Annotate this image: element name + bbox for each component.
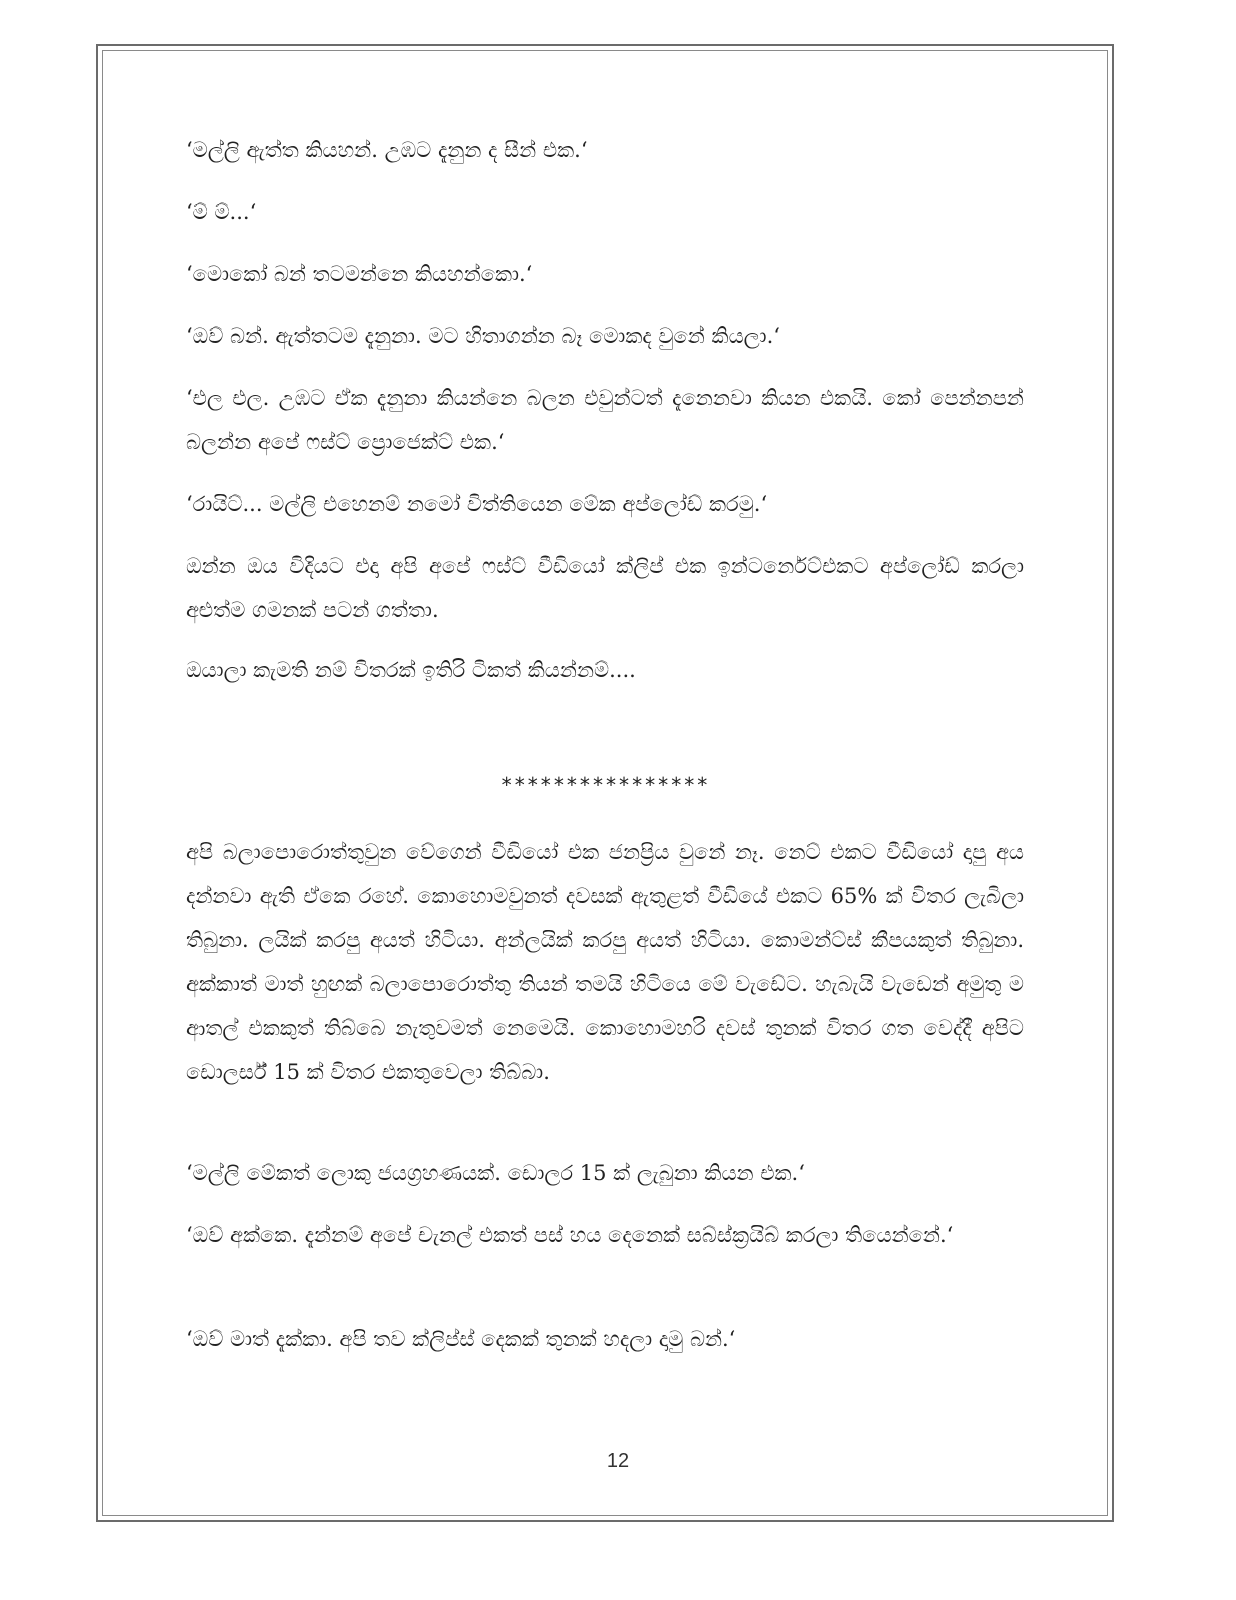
paragraph-7: ඔන්න ඔය විදියට එදා අපි අපේ ෆස්ට් වීඩියෝ ක්ලිප් එක ඉන්ටර්නෙට්එකට අප්ලෝඩ් කරලා අළුත්ම ගමනක් පටන් ගත්තා. [186,554,1024,622]
paragraph-5: ‘එල එල. උඹට ඒක දැනුනා කියන්නෙ බලන එවුන්ටත් දැනෙනවා කියන එකයි. කෝ පෙන්නපන් බලන්න අපේ ෆස්ට් ප්‍රොජෙක්ට් එක.‘ [186,386,1024,454]
paragraph-11: ‘ඔව් අක්කෙ. දැන්නම් අපේ චැනල් එකත් පස් හය දෙනෙක් සබ්ස්ක්‍රයිබ් කරලා තියෙන්නේ.‘ [186,1223,954,1247]
paragraph-6: ‘රායිට්... මල්ලි එහෙනම් නමෝ විත්තියෙන මේක අප්ලෝඩ් කරමු.‘ [186,492,768,516]
paragraph-8: ඔයාලා කැමති නම් විතරක් ඉතිරි ටිකත් කියන්නම්.... [186,658,636,682]
paragraph-3: ‘මොකෝ බන් තටමන්නෙ කියහන්කො.‘ [186,262,533,286]
page-number: 12 [606,1450,630,1472]
paragraph-9: අපි බලාපොරොත්තුවුන වේගෙන් වීඩියෝ එක ජනප්‍රිය වුනේ නෑ. නෙට් එකට වීඩියෝ දාපු අය දන්නවා ඇති ඒකෙ රහේ. කොහොමවුනත් දවසක් ඇතුළත් වීඩියේ එකට 65% ක් විතර ලැබිලා තිබුනා. ලයික් කරපු අයත් හිටියා. අන්ලයික් කරපු අයත් හිටියා. කොමන්ට්ස් කීපයකුත් තිබුනා. අක්කාත් මාත් හුඟක් බලාපොරොත්තු තියන් තමයි හිටියෙ මේ වැඩේට. හැබැයි වැඩෙන් අමුතු ම ආතල් එකකුත් තිබ්බෙ නැතුවමත් නෙමෙයි. කොහොමහරි දවස් තුනක් විතර ගත වෙද්දී අපිට ඩොලර්ස් 15 ක් විතර එකතුවෙලා තිබ්බා. [186,840,1024,1084]
section-separator: **************** [500,773,710,797]
paragraph-2: ‘ම් ම්...‘ [186,200,257,224]
paragraph-1: ‘මල්ලි ඇත්ත කියහන්. උඹට දැනුන ද සීන් එක.‘ [186,138,588,162]
paragraph-4: ‘ඔව් බන්. ඇත්තටම දැනුනා. මට හිතාගන්න බෑ මොකද වුනේ කියලා.‘ [186,324,780,348]
paragraph-12: ‘ඔව් මාත් දැක්කා. අපි තව ක්ලිප්ස් දෙකක් තුනක් හදලා දාමු බන්.‘ [186,1327,736,1351]
paragraph-10: ‘මල්ලි මේකත් ලොකු ජයග්‍රහණයක්. ඩොලර 15 ක් ලැබුනා කියන එක.‘ [186,1161,805,1185]
